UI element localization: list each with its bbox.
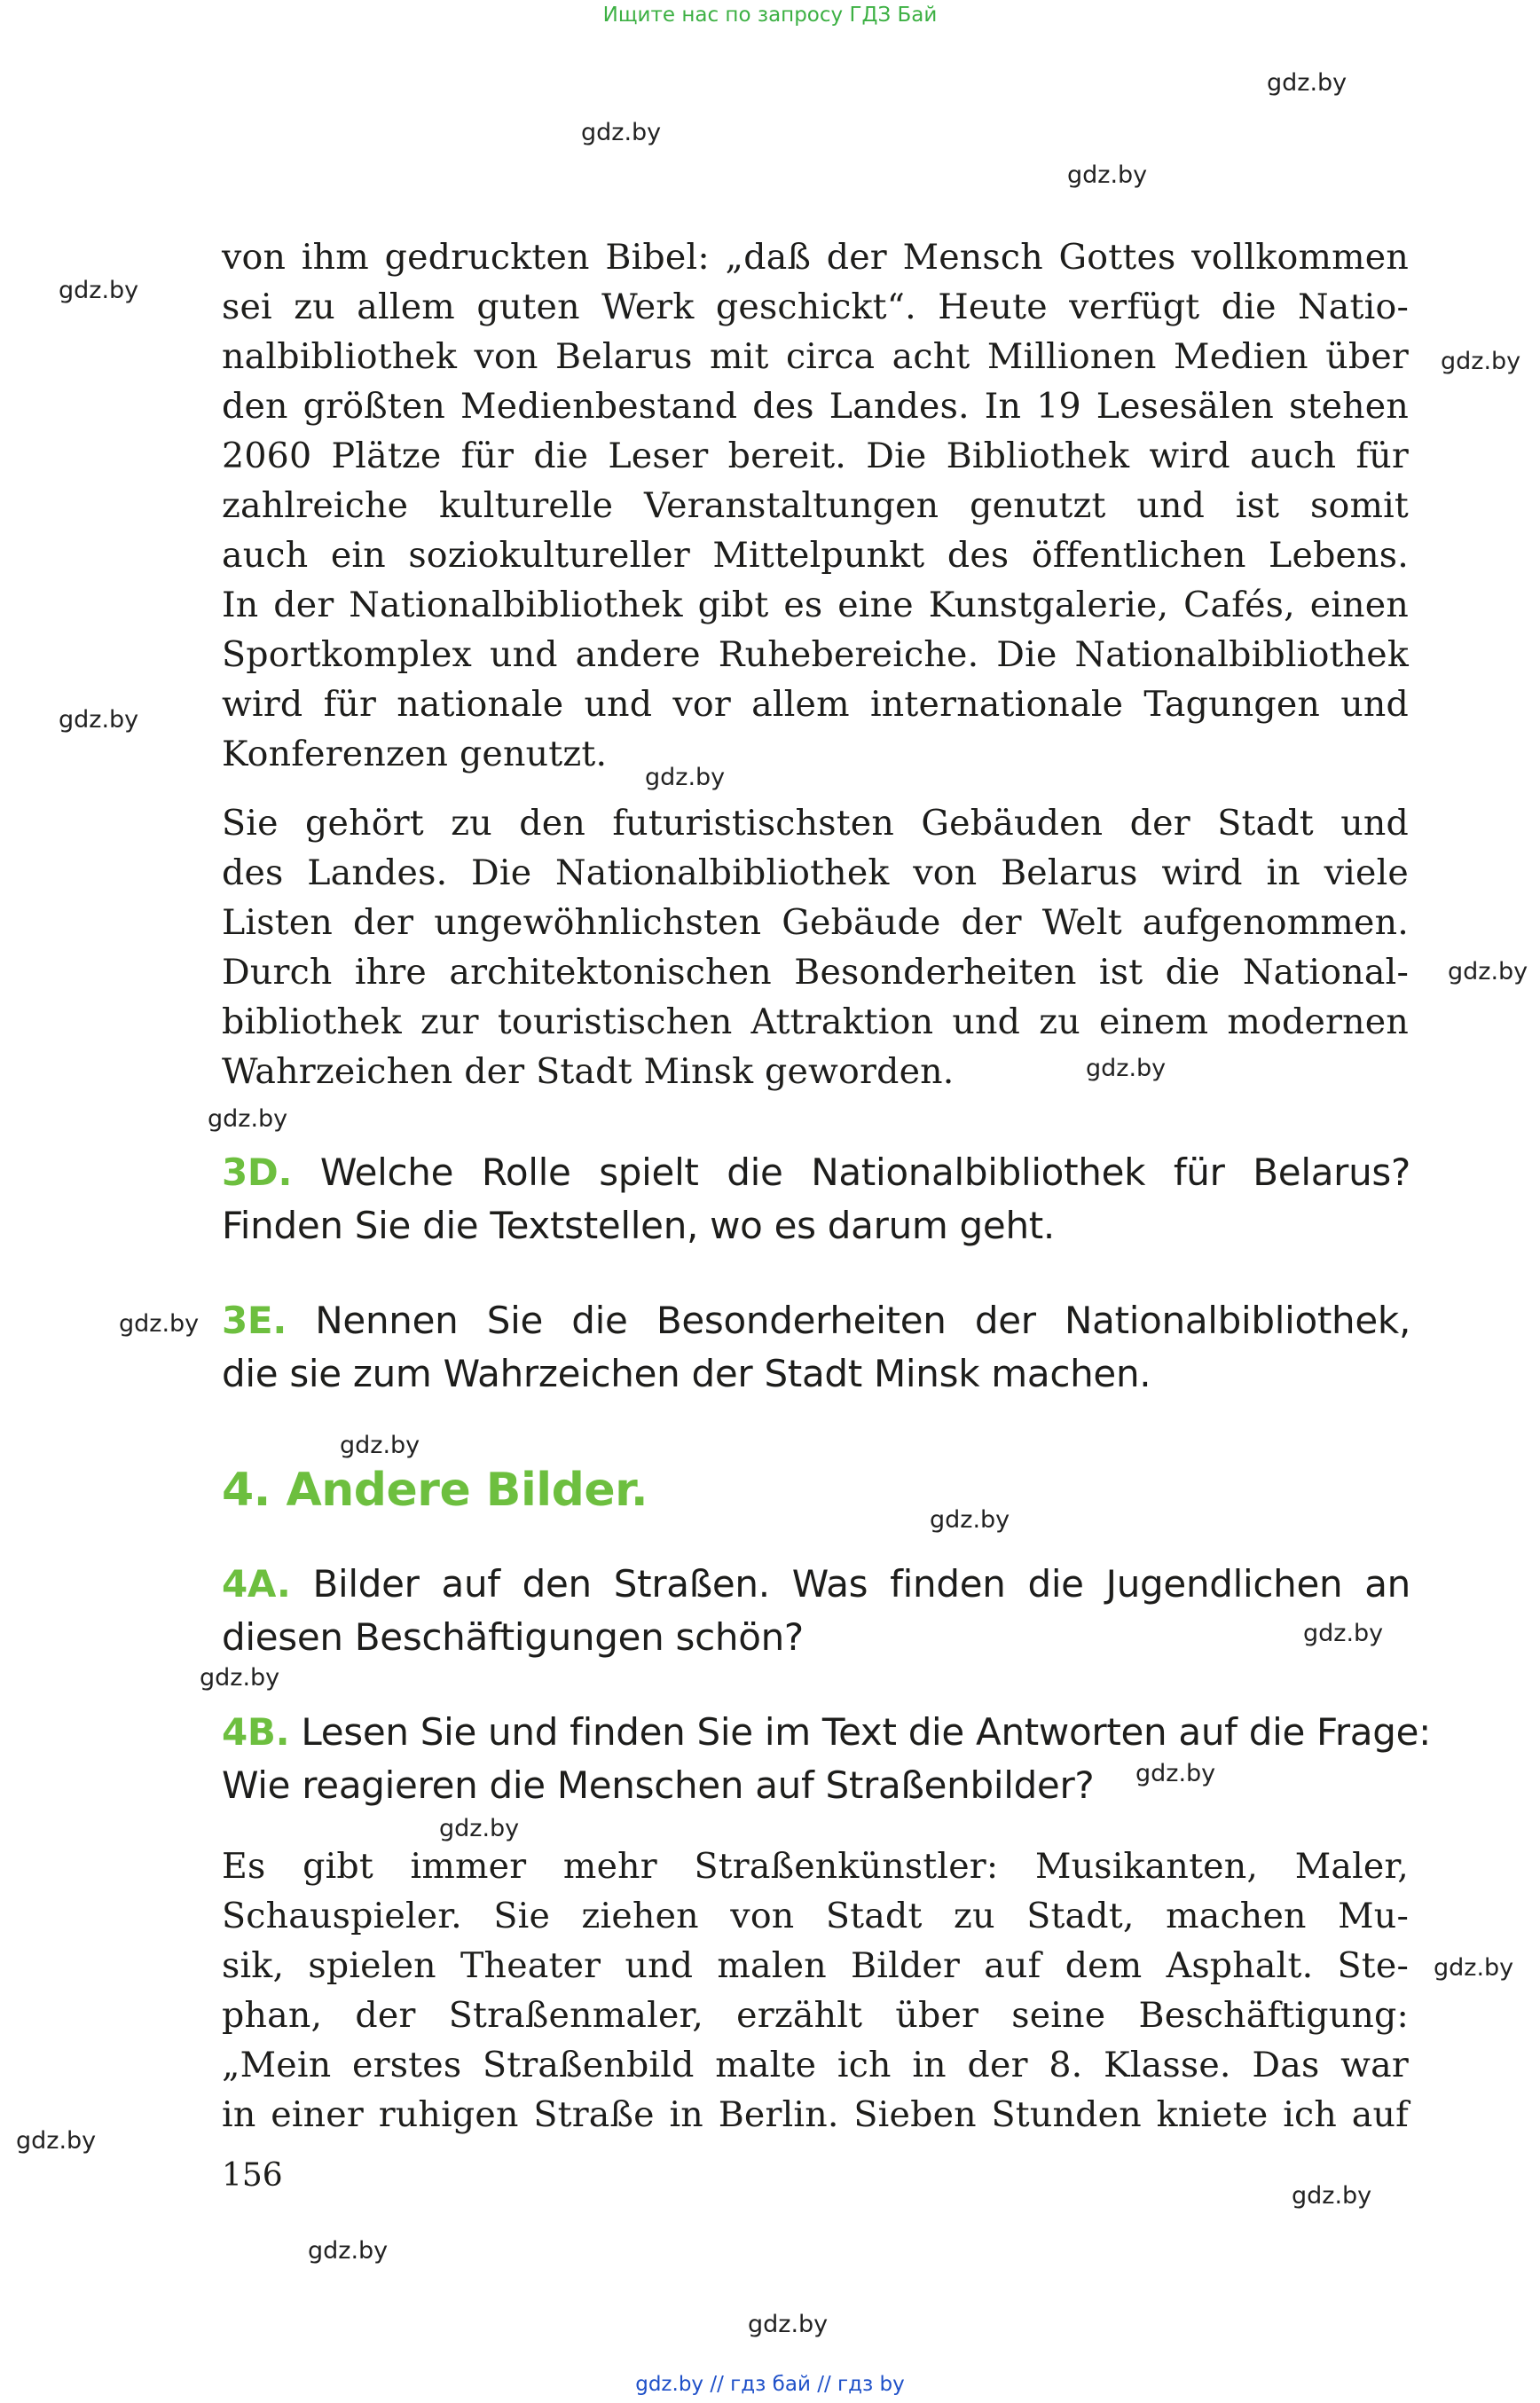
- text-line: phan, der Straßenmaler, erzählt über seine Beschäftigung:: [222, 1995, 1409, 2036]
- watermark: gdz.by: [1434, 1954, 1514, 1982]
- watermark: gdz.by: [1292, 2182, 1372, 2210]
- task-number: 3D.: [222, 1150, 293, 1194]
- text-line: sei zu allem guten Werk geschickt“. Heute verfügt die Natio-: [222, 287, 1409, 327]
- watermark: gdz.by: [581, 119, 662, 146]
- text-line: in einer ruhigen Straße in Berlin. Sieben Stunden kniete ich auf: [222, 2094, 1409, 2135]
- page-number: 156: [222, 2157, 283, 2194]
- text-line: nalbibliothek von Belarus mit circa acht Millionen Medien über: [222, 336, 1409, 377]
- task-text: Nennen Sie die Besonderheiten der Nationalbibliothek,: [286, 1299, 1410, 1342]
- task-number: 3E.: [222, 1299, 287, 1342]
- text-line: Durch ihre architektonischen Besonderheiten ist die National-: [222, 952, 1409, 993]
- text-line: von ihm gedruckten Bibel: „daß der Mensch Gottes vollkommen: [222, 237, 1409, 278]
- task-text: diesen Beschäftigungen schön?: [222, 1615, 804, 1659]
- task-3d: [222, 1146, 1410, 1253]
- watermark: gdz.by: [340, 1432, 420, 1459]
- watermark: gdz.by: [1067, 161, 1148, 189]
- text-line: Es gibt immer mehr Straßenkünstler: Musikanten, Maler,: [222, 1846, 1409, 1887]
- watermark: gdz.by: [748, 2311, 829, 2338]
- task-text: die sie zum Wahrzeichen der Stadt Minsk machen.: [222, 1352, 1151, 1395]
- task-text: Wie reagieren die Menschen auf Straßenbilder?: [222, 1763, 1095, 1807]
- task-text: Bilder auf den Straßen. Was finden die Jugendlichen an: [290, 1562, 1410, 1606]
- text-line: „Mein erstes Straßenbild malte ich in der 8. Klasse. Das war: [222, 2045, 1409, 2085]
- watermark: gdz.by: [1441, 348, 1521, 375]
- paragraph-library-landmark: [222, 798, 1409, 1096]
- text-line: bibliothek zur touristischen Attraktion und zu einem modernen: [222, 1001, 1409, 1042]
- text-line: Konferenzen genutzt.: [222, 734, 608, 774]
- text-line: Wahrzeichen der Stadt Minsk geworden.: [222, 1051, 955, 1092]
- watermark: gdz.by: [1267, 69, 1348, 97]
- watermark: gdz.by: [59, 277, 139, 304]
- watermark: gdz.by: [119, 1310, 200, 1338]
- text-line: wird für nationale und vor allem internationale Tagungen und: [222, 684, 1409, 725]
- text-line: zahlreiche kulturelle Veranstaltungen genutzt und ist somit: [222, 485, 1409, 526]
- text-line: den größten Medienbestand des Landes. In 19 Lesesälen stehen: [222, 386, 1409, 427]
- paragraph-street-artists: [222, 1842, 1409, 2140]
- watermark: gdz.by: [1086, 1055, 1167, 1082]
- text-line: Sie gehört zu den futuristischsten Gebäuden der Stadt und: [222, 803, 1409, 844]
- text-line: Schauspieler. Sie ziehen von Stadt zu Stadt, machen Mu-: [222, 1896, 1409, 1936]
- watermark: gdz.by: [208, 1105, 288, 1133]
- text-line: Sportkomplex und andere Ruhebereiche. Die Nationalbibliothek: [222, 634, 1409, 675]
- text-line: Listen der ungewöhnlichsten Gebäude der Welt aufgenommen.: [222, 902, 1409, 943]
- watermark: gdz.by: [200, 1664, 280, 1692]
- top-banner[interactable]: Ищите нас по запросу ГДЗ Бай: [602, 4, 938, 27]
- task-text: Lesen Sie und finden Sie im Text die Antworten auf die Frage:: [289, 1710, 1431, 1754]
- task-3e: [222, 1294, 1410, 1401]
- watermark: gdz.by: [439, 1815, 520, 1842]
- watermark: gdz.by: [930, 1506, 1010, 1534]
- watermark: gdz.by: [1448, 958, 1528, 986]
- task-4b: [222, 1706, 1431, 1812]
- footer-links[interactable]: gdz.by // гдз бай // гдз by: [635, 2373, 905, 2396]
- watermark: gdz.by: [1303, 1620, 1384, 1647]
- text-line: 2060 Plätze für die Leser bereit. Die Bibliothek wird auch für: [222, 436, 1409, 476]
- text-line: In der Nationalbibliothek gibt es eine Kunstgalerie, Cafés, einen: [222, 585, 1409, 625]
- watermark: gdz.by: [308, 2237, 389, 2265]
- watermark: gdz.by: [59, 706, 139, 734]
- watermark: gdz.by: [16, 2127, 97, 2155]
- task-text: Welche Rolle spielt die Nationalbibliothek für Belarus?: [292, 1150, 1410, 1194]
- text-line: des Landes. Die Nationalbibliothek von Belarus wird in viele: [222, 852, 1409, 893]
- task-text: Finden Sie die Textstellen, wo es darum geht.: [222, 1204, 1055, 1247]
- section-heading: 4. Andere Bilder.: [222, 1464, 648, 1517]
- watermark: gdz.by: [1135, 1760, 1216, 1787]
- task-number: 4B.: [222, 1710, 290, 1754]
- paragraph-library-media: [222, 232, 1409, 779]
- watermark: gdz.by: [645, 764, 726, 791]
- text-line: auch ein soziokultureller Mittelpunkt des öffentlichen Lebens.: [222, 535, 1409, 576]
- task-number: 4A.: [222, 1562, 291, 1606]
- text-line: sik, spielen Theater und malen Bilder auf dem Asphalt. Ste-: [222, 1945, 1409, 1986]
- task-4a: [222, 1558, 1410, 1664]
